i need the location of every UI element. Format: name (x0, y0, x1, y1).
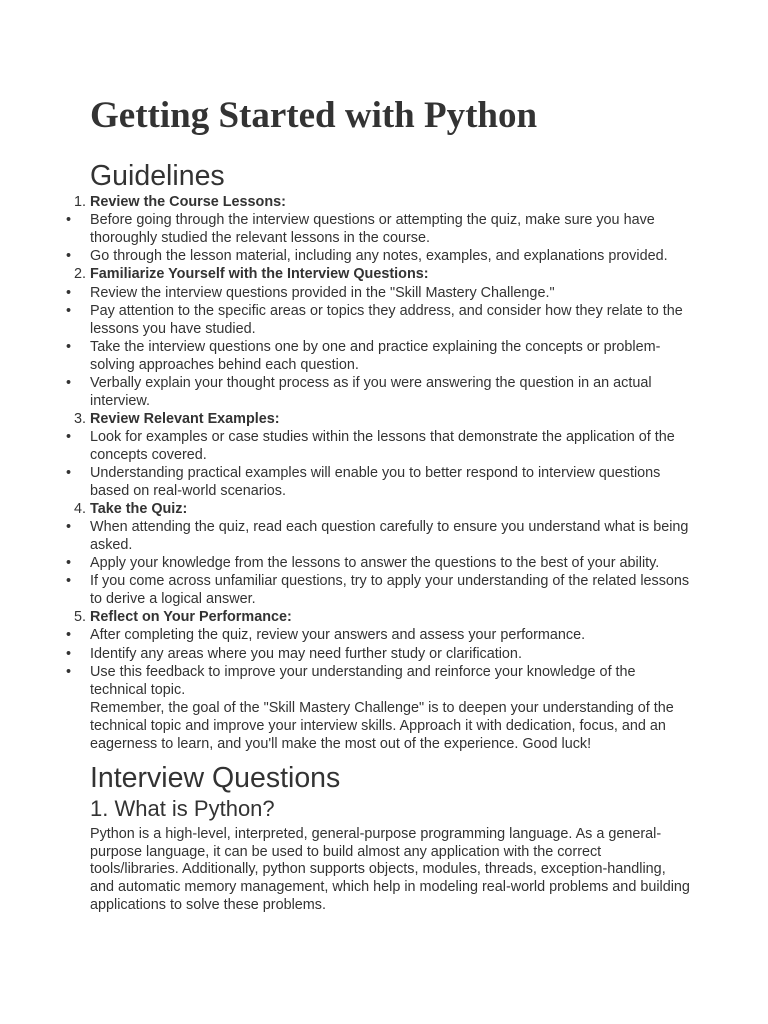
list-item-text: Take the Quiz: (90, 500, 188, 517)
bullet-icon: • (66, 284, 72, 301)
list-item-text: After completing the quiz, review your answers and assess your performance. (90, 627, 586, 644)
bullet-list-item (66, 573, 690, 609)
bullet-icon: • (66, 555, 72, 572)
question-1-heading: 1. What is Python? (90, 795, 275, 821)
list-item-text: Understanding practical examples will enable you to better respond to interview questions based on real-world scenarios. (90, 464, 661, 499)
bullet-icon: • (66, 464, 72, 481)
numbered-list-item (73, 266, 690, 284)
list-item-text: Apply your knowledge from the lessons to answer the questions to the best of your ability. (90, 555, 660, 572)
bullet-icon: • (66, 428, 72, 445)
bullet-list-item (66, 374, 690, 411)
list-number: 5. (73, 609, 86, 626)
guidelines-heading: Guidelines (90, 160, 225, 192)
bullet-list-item (66, 464, 690, 501)
list-item-text: Review the interview questions provided in the "Skill Mastery Challenge." (90, 284, 555, 301)
bullet-list-item (66, 519, 690, 555)
numbered-list-item (73, 194, 690, 212)
list-item-text: When attending the quiz, read each question carefully to ensure you understand what is being asked. (90, 519, 689, 553)
list-item-text: Review Relevant Examples: (90, 410, 280, 427)
list-item-text: If you come across unfamiliar questions, try to apply your understanding of the related lessons to derive a logical answer. (90, 573, 690, 607)
bullet-list-item (66, 248, 690, 266)
bullet-list-item (66, 428, 690, 465)
interview-questions-section (90, 762, 690, 915)
list-number: 3. (73, 410, 86, 427)
list-item-text: Look for examples or case studies within the lessons that demonstrate the application of the concepts covered. (90, 428, 675, 463)
bullet-icon: • (66, 248, 72, 265)
bullet-list-item (66, 627, 690, 645)
list-number: 2. (73, 266, 86, 283)
numbered-list-item (73, 410, 690, 429)
list-item-text: Before going through the interview questions or attempting the quiz, make sure you have thoroughly studied the relevant lessons in the course. (90, 212, 655, 246)
guidelines-section (66, 160, 690, 754)
bullet-list-item (66, 284, 690, 303)
bullet-list-item (66, 302, 690, 339)
bullet-icon: • (66, 212, 72, 229)
bullet-list-item (66, 212, 690, 248)
bullet-icon: • (66, 645, 72, 662)
numbered-list-item (73, 500, 690, 519)
guidelines-list (66, 194, 690, 699)
bullet-list-item (66, 338, 690, 375)
list-item-text: Verbally explain your thought process as if you were answering the question in an actual interview. (90, 374, 652, 409)
bullet-icon: • (66, 627, 72, 644)
list-item-text: Use this feedback to improve your understanding and reinforce your knowledge of the technical topic. (90, 663, 636, 698)
bullet-list-item (66, 555, 690, 573)
guidelines-closing-paragraph: Remember, the goal of the "Skill Mastery Challenge" is to deepen your understanding of the technical topic and improve your interview skills. Approach it with dedication, focus, and an eagerness to learn, and you'll make the most out of the experience. Good luck! (90, 700, 674, 752)
list-item-text: Identify any areas where you may need further study or clarification. (90, 645, 522, 662)
numbered-list-item (73, 609, 690, 627)
bullet-icon: • (66, 338, 72, 355)
bullet-icon: • (66, 302, 72, 319)
list-number: 1. (73, 194, 86, 210)
bullet-icon: • (66, 573, 72, 590)
list-number: 4. (73, 500, 86, 517)
document-title: Getting Started with Python (90, 95, 538, 136)
list-item-text: Take the interview questions one by one and practice explaining the concepts or problem-solving approaches behind each question. (90, 338, 661, 373)
list-item-text: Reflect on Your Performance: (90, 609, 292, 626)
list-item-text: Review the Course Lessons: (90, 194, 286, 210)
bullet-icon: • (66, 663, 72, 680)
document-page (66, 94, 690, 915)
list-item-text: Go through the lesson material, including any notes, examples, and explanations provided. (90, 248, 668, 265)
bullet-icon: • (66, 374, 72, 391)
list-item-text: Familiarize Yourself with the Interview Questions: (90, 266, 429, 283)
bullet-list-item (66, 645, 690, 664)
list-item-text: Pay attention to the specific areas or topics they address, and consider how they relate to the lessons you have studied. (90, 302, 683, 337)
bullet-icon: • (66, 519, 72, 536)
interview-questions-heading: Interview Questions (90, 761, 341, 794)
question-1-answer: Python is a high-level, interpreted, general-purpose programming language. As a general-purpose language, it can be used to build almost any application with the correct tools/libraries. Additionally, python supports objects, modules, threads, exception-handling, and automatic memory management, which help in modeling real-world problems and building applications to solve these problems. (90, 825, 690, 913)
bullet-list-item (66, 663, 690, 700)
